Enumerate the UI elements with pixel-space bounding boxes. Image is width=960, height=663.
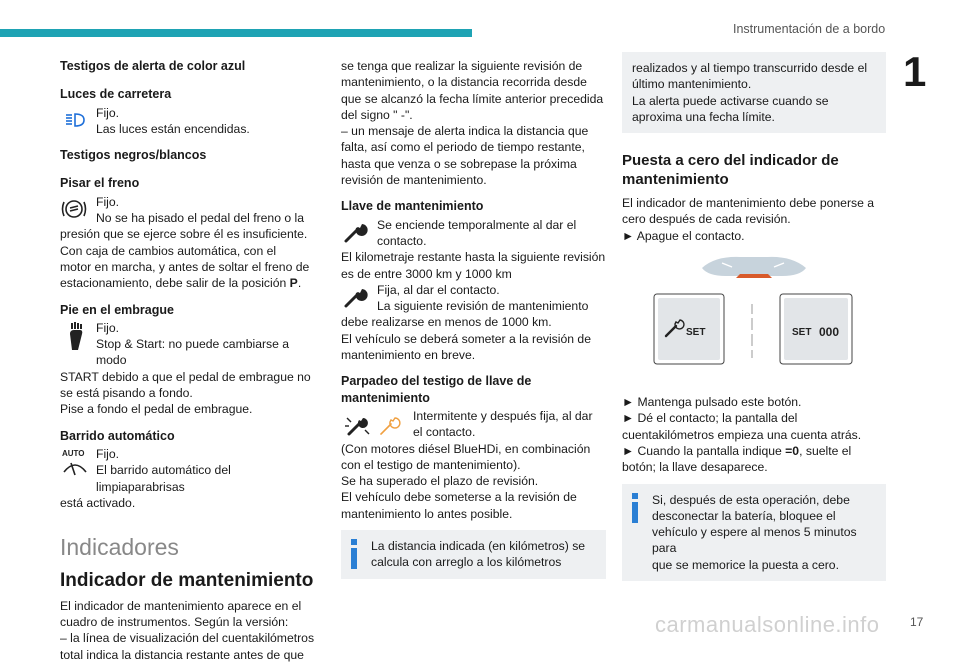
- col2-text: del signo " -".: [341, 107, 413, 122]
- high-beam-desc: Las luces están encendidas.: [96, 121, 250, 136]
- reset-text: El indicador de mantenimiento debe ponerse a: [622, 196, 875, 211]
- brake-heading: Pisar el freno: [60, 176, 140, 191]
- clutch-state: Fijo.: [96, 320, 120, 335]
- info-note-text: La alerta puede activarse cuando se: [632, 93, 829, 108]
- reset-step-part: , suelte el: [799, 443, 852, 458]
- auto-wipe-item: [60, 446, 322, 495]
- col2-text: revisión de mantenimiento.: [341, 173, 487, 188]
- brake-text: motor en marcha, y antes de soltar el freno de: [60, 259, 310, 274]
- high-beam-state: Fijo.: [96, 105, 120, 120]
- flashing-wrench-heading: Parpadeo del testigo de llave de mantenimiento: [341, 374, 532, 405]
- high-beam-icon: [60, 107, 90, 133]
- service-wrench-fixed-item: [341, 282, 606, 315]
- chapter-number: 1: [903, 48, 927, 95]
- info-note-continued: [622, 52, 886, 133]
- wrench-desc: contacto.: [377, 233, 427, 248]
- reset-step: botón; la llave desaparece.: [622, 460, 768, 475]
- flashing-text: Se ha superado el plazo de revisión.: [341, 474, 539, 489]
- battery-note-text: Si, después de esta operación, debe: [652, 492, 850, 507]
- auto-wipe-desc: El barrido automático del limpiaparabrisas: [96, 463, 231, 494]
- wrench-fixed-text: debe realizarse en menos de 1000 km.: [341, 315, 552, 330]
- wrench-state: Se enciende temporalmente al dar el: [377, 217, 577, 232]
- wrench-icon: [341, 284, 371, 310]
- service-wrench-heading: Llave de mantenimiento: [341, 199, 484, 214]
- info-note-battery: [622, 484, 886, 581]
- clutch-text: START debido a que el pedal de embrague no: [60, 369, 311, 384]
- brake-text-part: estacionamiento, debe salir de la posición: [60, 276, 290, 291]
- info-note-text: La distancia indicada (en kilómetros) se: [371, 539, 586, 554]
- info-note-text: último mantenimiento.: [632, 77, 752, 92]
- page-header-title: Instrumentación de a bordo: [733, 22, 886, 36]
- reset-zero-value: =0: [785, 443, 800, 458]
- reset-step: [622, 443, 886, 459]
- brake-position-p: P: [289, 276, 298, 291]
- auto-wiper-icon: [60, 448, 90, 478]
- info-note-text: calcula con arreglo a los kilómetros: [371, 555, 562, 570]
- col2-text: que se alcanzó la fecha límite anterior precedida: [341, 91, 604, 106]
- clutch-heading: Pie en el embrague: [60, 302, 174, 317]
- brake-state: Fijo.: [96, 194, 120, 209]
- column-1: [60, 58, 322, 663]
- flashing-state: Intermitente y después fija, al dar: [413, 408, 593, 423]
- maintenance-intro: El indicador de mantenimiento aparece en el: [60, 598, 302, 613]
- col2-text: se tenga que realizar la siguiente revisión de: [341, 59, 583, 73]
- col2-text: mantenimiento, o la distancia recorrida desde: [341, 75, 587, 90]
- wrench-fixed-state: Fija, al dar el contacto.: [377, 282, 500, 297]
- col2-text: hasta que venza o se sobrepase la próxima: [341, 156, 577, 171]
- brake-item: [60, 194, 322, 227]
- header-accent-bar: [0, 29, 472, 37]
- high-beam-heading: Luces de carretera: [60, 87, 172, 102]
- flashing-desc: el contacto.: [413, 425, 476, 440]
- brake-text-part: .: [297, 276, 302, 291]
- brake-text: [60, 275, 322, 291]
- column-3: [622, 58, 886, 581]
- set-display-label: SET: [792, 327, 812, 339]
- auto-wipe-text: está activado.: [60, 495, 136, 510]
- maintenance-intro: cuadro de instrumentos. Según la versión:: [60, 615, 289, 630]
- wrench-icon: [341, 219, 371, 245]
- brake-pedal-icon: [60, 196, 90, 222]
- info-note: [341, 530, 606, 579]
- wrench-fixed-text: mantenimiento en breve.: [341, 348, 476, 363]
- brake-desc: No se ha pisado el pedal del freno o la: [96, 211, 305, 226]
- clutch-desc: Stop & Start: no puede cambiarse a modo: [96, 337, 290, 368]
- info-note-text: aproxima una fecha límite.: [632, 109, 775, 124]
- reset-text: cero después de cada revisión.: [622, 212, 791, 227]
- wrench-fixed-desc: La siguiente revisión de mantenimiento: [377, 299, 589, 314]
- flashing-text: (Con motores diésel BlueHDi, en combinación: [341, 441, 591, 456]
- brake-text: Con caja de cambios automática, con el: [60, 243, 277, 258]
- clutch-item: [60, 320, 322, 369]
- reset-illustration: [622, 254, 886, 386]
- col2-text: falta, así como el periodo de tiempo restante,: [341, 140, 585, 155]
- flashing-wrench-item: [341, 408, 606, 441]
- brake-text: presión que se ejerce sobre él es insuficiente.: [60, 227, 308, 242]
- battery-note-text: desconectar la batería, bloquee el: [652, 508, 836, 523]
- service-wrench-item: [341, 217, 606, 250]
- wrench-text: es de entre 3000 km y 1000 km: [341, 266, 512, 281]
- wrench-fixed-text: El vehículo se deberá someter a la revisión de: [341, 331, 591, 346]
- info-icon: [350, 539, 358, 569]
- high-beam-item: [60, 105, 322, 138]
- maintenance-intro: – la línea de visualización del cuentakilómetros: [60, 631, 315, 646]
- flashing-wrench-icon: [341, 410, 407, 440]
- auto-wipe-heading: Barrido automático: [60, 428, 175, 443]
- col2-text: – un mensaje de alerta indica la distancia que: [341, 124, 589, 139]
- battery-note-text: vehículo y espere al menos 5 minutos para: [652, 525, 857, 556]
- section-title-indicadores: Indicadores: [60, 534, 179, 561]
- flashing-text: mantenimiento lo antes posible.: [341, 506, 513, 521]
- clutch-foot-icon: [60, 322, 90, 352]
- reset-step: ► Dé el contacto; la pantalla del: [622, 411, 798, 426]
- reset-step: ► Apague el contacto.: [622, 228, 745, 243]
- info-note-text: realizados y al tiempo transcurrido desde el: [632, 61, 868, 75]
- instrument-cluster-icon: [622, 254, 886, 386]
- auto-wiper-icon-text: AUTO: [62, 448, 85, 458]
- clutch-text: se está pisando a fondo.: [60, 386, 193, 401]
- set-button-label: SET: [686, 327, 706, 339]
- watermark-text: carmanualsonline.info: [655, 612, 880, 637]
- black-white-warnings-heading: Testigos negros/blancos: [60, 148, 207, 163]
- wrench-text: El kilometraje restante hasta la siguiente revisión: [341, 250, 606, 265]
- blue-warnings-heading: Testigos de alerta de color azul: [60, 59, 246, 73]
- clutch-text: Pise a fondo el pedal de embrague.: [60, 402, 253, 417]
- maintenance-intro: total indica la distancia restante antes de que: [60, 647, 304, 662]
- reset-step: ► Mantenga pulsado este botón.: [622, 395, 802, 410]
- auto-wipe-state: Fijo.: [96, 446, 120, 461]
- reset-step: cuentakilómetros empieza una cuenta atrás.: [622, 427, 862, 442]
- info-icon: [631, 493, 639, 523]
- flashing-text: con el testigo de mantenimiento).: [341, 457, 521, 472]
- page-number: 17: [910, 615, 924, 629]
- flashing-text: El vehículo debe someterse a la revisión de: [341, 490, 577, 505]
- battery-note-text: que se memorice la puesta a cero.: [652, 557, 839, 572]
- maintenance-indicator-title: Indicador de mantenimiento: [60, 570, 314, 592]
- reset-indicator-heading: Puesta a cero del indicador de mantenimiento: [622, 152, 839, 189]
- reset-step-part: ► Cuando la pantalla indique: [622, 443, 786, 458]
- column-2: [341, 58, 606, 579]
- set-display-value: 000: [819, 325, 840, 340]
